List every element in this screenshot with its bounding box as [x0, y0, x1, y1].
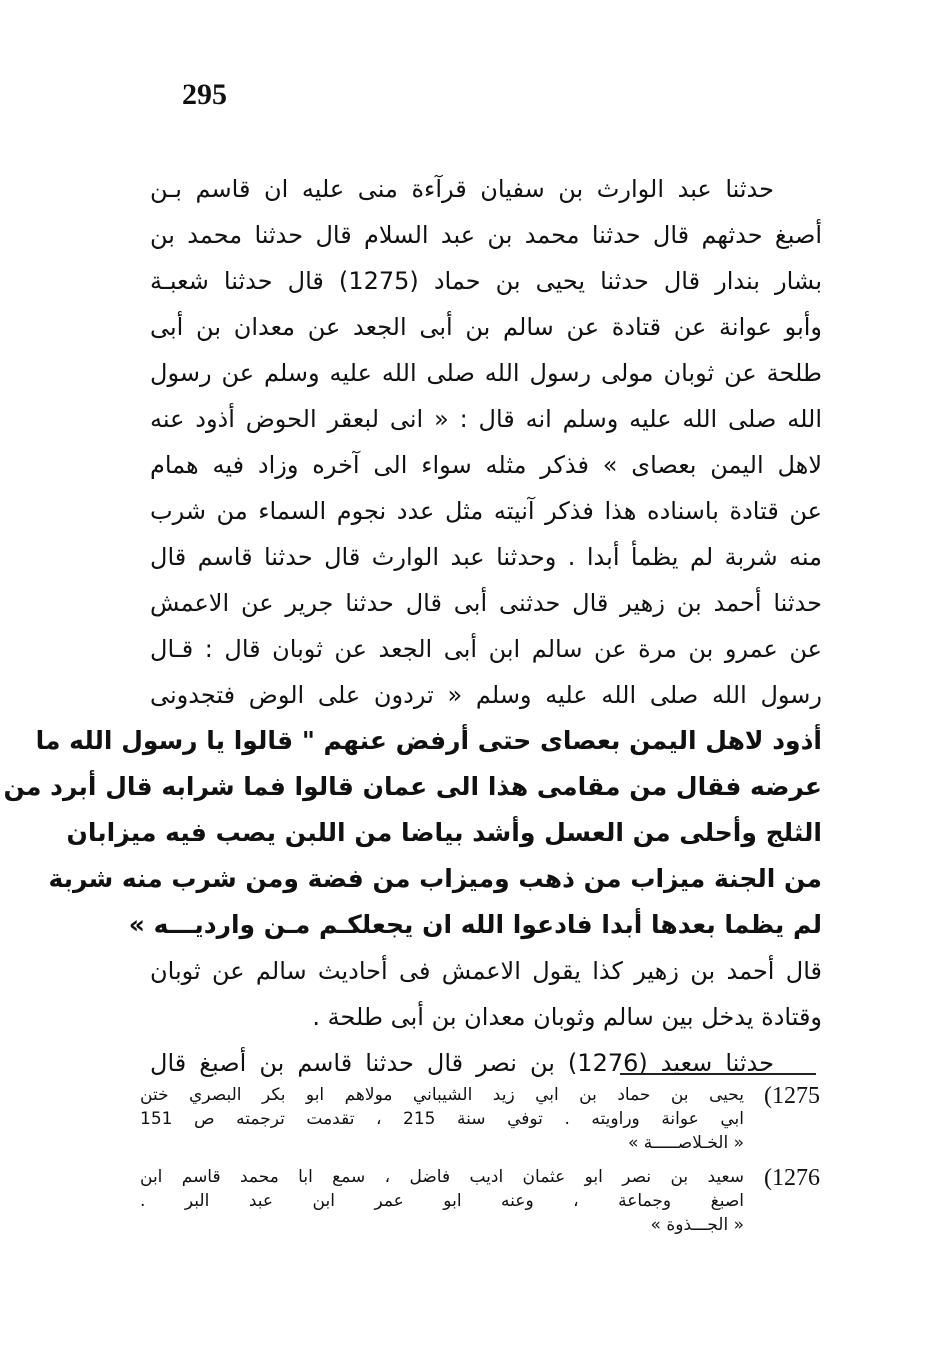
- footnote: [140, 1083, 820, 1155]
- footnote-number: (1275: [764, 1083, 820, 1109]
- text-line: عن قتادة باسناده هذا فذكر آنيته مثل عدد نجوم السماء من شرب: [150, 497, 822, 525]
- footnote-line: « الجـــذوة »: [650, 1215, 744, 1235]
- text-line: حدثنا عبد الوارث بن سفيان قرآءة منى عليه ان قاسم بـن: [150, 175, 774, 203]
- footnote-line: « الخـلاصـــــة »: [627, 1133, 744, 1153]
- text-line: منه شربة لم يظمأ أبدا . وحدثنا عبد الوارث قال حدثنا قاسم قال: [150, 543, 822, 571]
- text-line: الثلج وأحلى من العسل وأشد بياضا من اللبن يصب فيه ميزابان: [66, 818, 822, 847]
- text-line: رسول الله صلى الله عليه وسلم « تردون على الوض فتجدونى: [150, 681, 822, 709]
- main-text: [3, 166, 823, 1086]
- footnote-line: اصبغ وجماعة ، وعنه ابو عمر ابن عبد البر .: [140, 1191, 744, 1211]
- footnote-text: [140, 1083, 744, 1155]
- text-line: حدثنا أحمد بن زهير قال حدثنى أبى قال حدثنا جرير عن الاعمش: [150, 589, 822, 617]
- text-line: وأبو عوانة عن قتادة عن سالم بن أبى الجعد عن معدان بن أبى: [150, 313, 822, 341]
- text-line: حدثنا سعيد (1276) بن نصر قال حدثنا قاسم بن أصبغ قال: [150, 1049, 774, 1077]
- text-line: الله صلى الله عليه وسلم انه قال : « انى لبعقر الحوض أذود عنه: [150, 405, 822, 433]
- text-line: من الجنة ميزاب من ذهب وميزاب من فضة ومن شرب منه شربة: [48, 864, 822, 893]
- footnotes: [140, 1083, 820, 1247]
- footnote-text: [140, 1165, 744, 1237]
- footnote: [140, 1165, 820, 1237]
- footnote-line: سعيد بن نصر ابو عثمان اديب فاضل ، سمع ابا محمد قاسم ابن: [140, 1167, 744, 1187]
- page-number: 295: [182, 78, 227, 111]
- text-line: لاهل اليمن بعصاى » فذكر مثله سواء الى آخره وزاد فيه همام: [150, 451, 822, 479]
- text-line: أصبغ حدثهم قال حدثنا محمد بن عبد السلام قال حدثنا محمد بن: [150, 221, 822, 249]
- footnote-line: ابي عوانة وراويته . توفي سنة 215 ، تقدمت ترجمته ص 151: [140, 1109, 744, 1129]
- footnote-number: (1276: [764, 1165, 820, 1191]
- text-line: أذود لاهل اليمن بعصاى حتى أرفض عنهم " قالوا يا رسول الله ما: [35, 726, 822, 755]
- footnote-line: يحيى بن حماد بن ابي زيد الشيباني مولاهم ابو بكر البصري ختن: [140, 1085, 744, 1105]
- footnote-divider: [620, 1073, 816, 1075]
- text-line: عرضه فقال من مقامى هذا الى عمان قالوا فما شرابه قال أبرد من: [3, 772, 822, 801]
- text-line: وقتادة يدخل بين سالم وثوبان معدان بن أبى طلحة .: [312, 1003, 822, 1031]
- text-line: طلحة عن ثوبان مولى رسول الله صلى الله عليه وسلم عن رسول: [150, 359, 822, 387]
- text-line: لم يظما بعدها أبدا فادعوا الله ان يجعلكـم مـن وارديـــه »: [128, 910, 822, 939]
- text-line: قال أحمد بن زهير كذا يقول الاعمش فى أحاديث سالم عن ثوبان: [150, 957, 822, 985]
- text-line: بشار بندار قال حدثنا يحيى بن حماد (1275) قال حدثنا شعبـة: [150, 267, 823, 295]
- text-line: عن عمرو بن مرة عن سالم ابن أبى الجعد عن ثوبان قال : قـال: [150, 635, 822, 663]
